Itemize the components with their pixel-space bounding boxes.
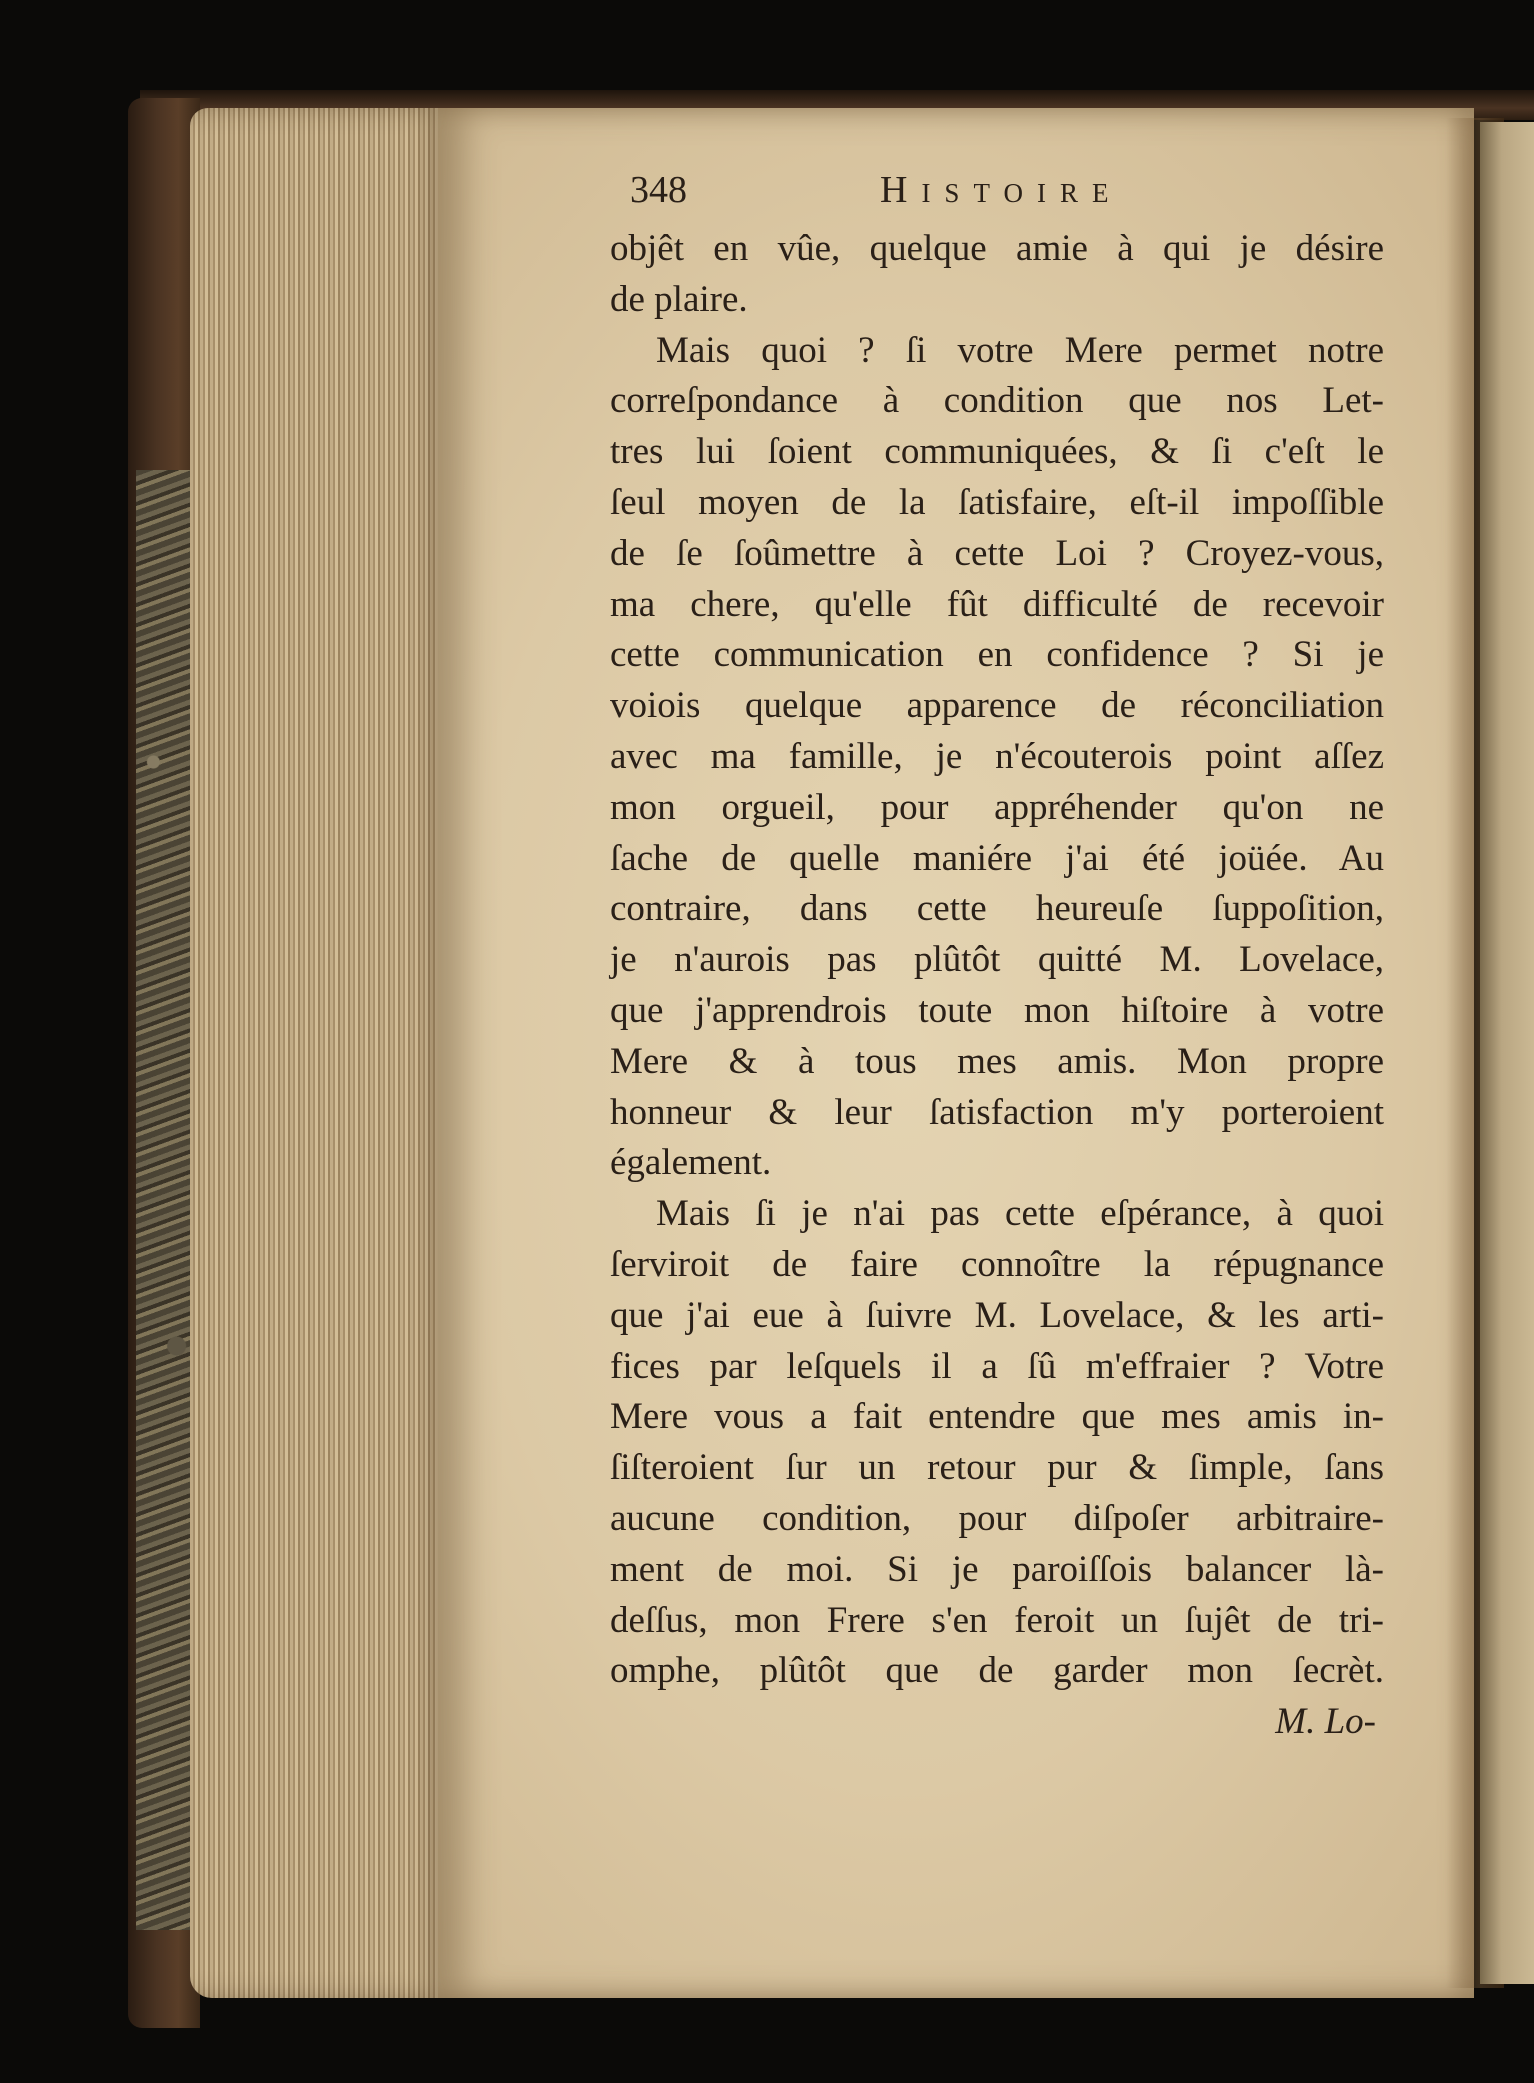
text-line: deſſus, mon Frere s'en feroit un ſujêt de tri- [610, 1599, 1384, 1641]
text-line: ment de moi. Si je paroiſſois balancer là- [610, 1548, 1384, 1590]
text-line: omphe, plûtôt que de garder mon ſecrèt. [610, 1650, 1384, 1692]
text-line: de plaire. [610, 278, 748, 320]
marbled-board [136, 470, 194, 1930]
text-line: Mais quoi ? ſi votre Mere permet notre [656, 329, 1384, 371]
facing-page [1480, 122, 1534, 1984]
text-line: fices par leſquels il a ſû m'effraier ? Votre [610, 1345, 1384, 1387]
text-line: ſeul moyen de la ſatisfaire, eſt-il impoſſible [610, 481, 1384, 523]
text-line: que j'apprendrois toute mon hiſtoire à votre [610, 989, 1384, 1031]
text-line: correſpondance à condition que nos Let- [610, 380, 1384, 422]
text-line: aucune condition, pour diſpoſer arbitraire- [610, 1497, 1384, 1539]
text-line: tres lui ſoient communiquées, & ſi c'eſt le [610, 431, 1384, 473]
catchword-text: M. Lo- [1275, 1701, 1376, 1743]
text-line: avec ma famille, je n'écouterois point aſſez [610, 735, 1384, 777]
catchword [610, 1697, 1384, 1747]
text-line: Mere & à tous mes amis. Mon propre [610, 1040, 1384, 1082]
text-line: je n'aurois pas plûtôt quitté M. Lovelace, [610, 939, 1384, 981]
text-line: Mais ſi je n'ai pas cette eſpérance, à quoi [656, 1193, 1384, 1235]
text-line: ſache de quelle maniére j'ai été joüée. Au [610, 837, 1384, 879]
text-line: cette communication en confidence ? Si je [610, 634, 1384, 676]
text-line: que j'ai eue à ſuivre M. Lovelace, & les arti- [610, 1294, 1384, 1336]
text-line: voiois quelque apparence de réconciliation [610, 685, 1384, 727]
text-line: contraire, dans cette heureuſe ſuppoſition, [610, 888, 1384, 930]
page-edges [190, 108, 450, 1998]
running-title: Histoire [880, 169, 1123, 211]
text-line: Mere vous a fait entendre que mes amis in- [610, 1396, 1384, 1438]
text-line: également. [610, 1142, 772, 1184]
text-line: honneur & leur ſatisfaction m'y porteroient [610, 1091, 1384, 1133]
running-head [610, 168, 1384, 224]
text-line: ſiſteroient ſur un retour pur & ſimple, ſans [610, 1447, 1384, 1489]
text-line: de ſe ſoûmettre à cette Loi ? Croyez-vous, [610, 532, 1384, 574]
page-number: 348 [630, 169, 687, 211]
text-line: objêt en vûe, quelque amie à qui je désire [610, 228, 1384, 269]
text-line: ma chere, qu'elle fût difficulté de recevoir [610, 583, 1384, 625]
text-line: mon orgueil, pour appréhender qu'on ne [610, 786, 1384, 828]
page-text [610, 168, 1384, 1747]
text-line: ſerviroit de faire connoître la répugnance [610, 1243, 1384, 1285]
